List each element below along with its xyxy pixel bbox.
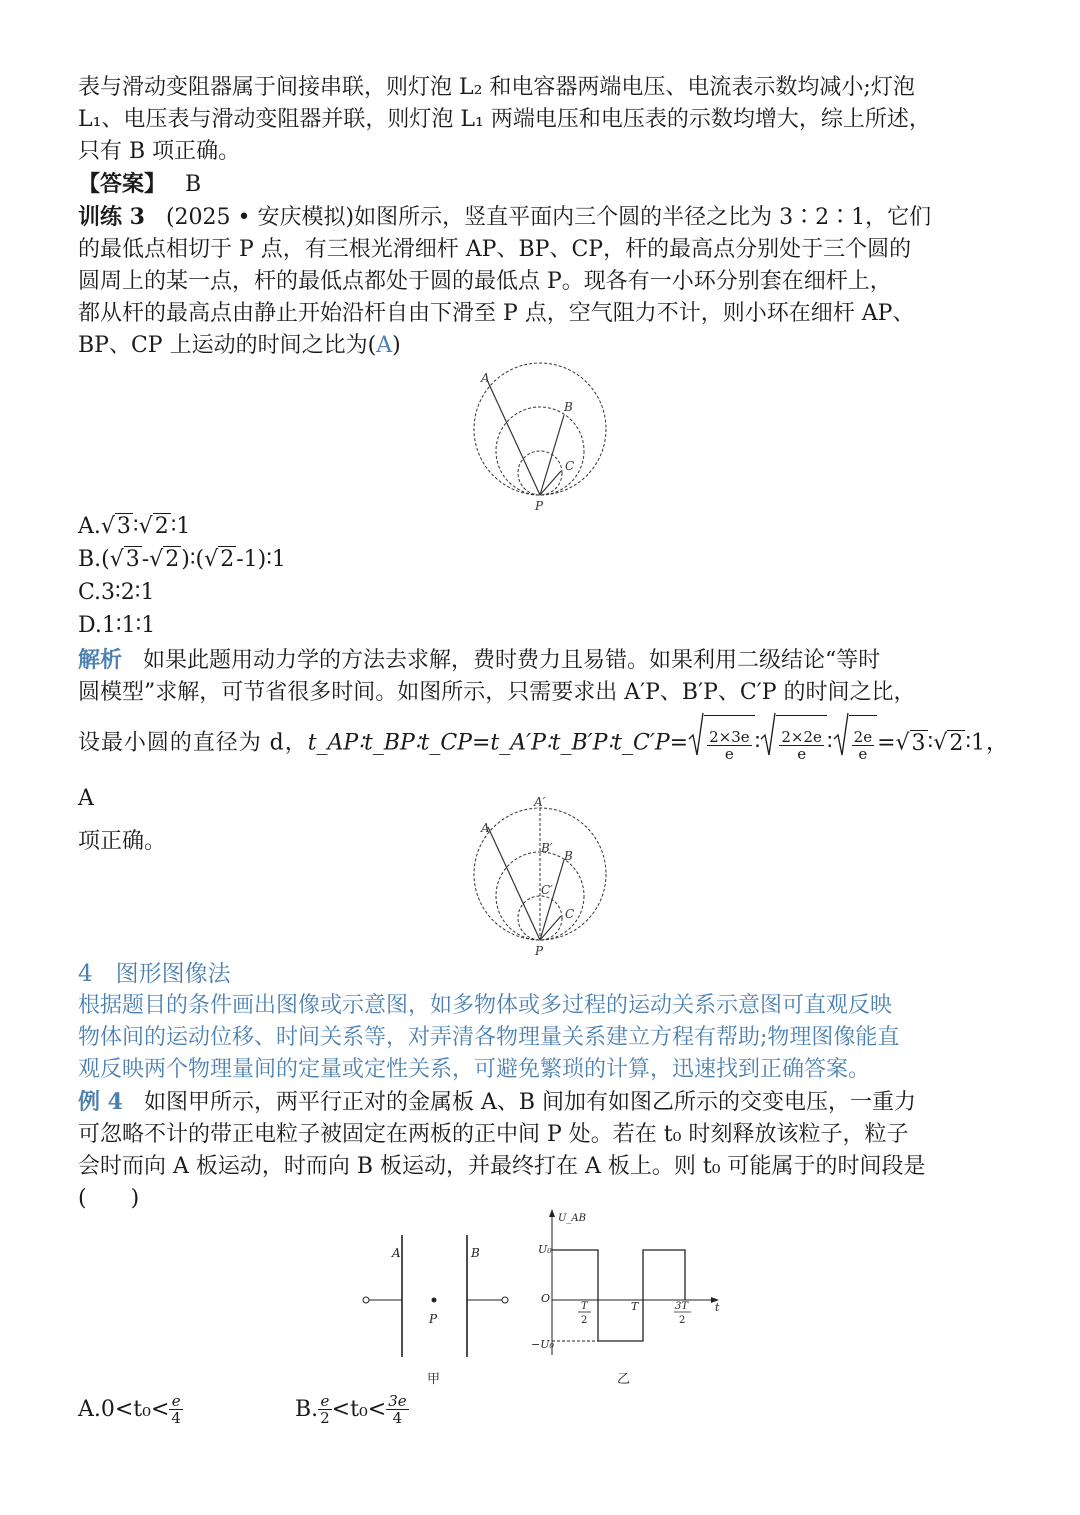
answer-value: B [185, 172, 202, 197]
caption-right: 乙 [617, 1372, 631, 1387]
tick-3half-t-den: 2 [679, 1315, 686, 1326]
caption-left: 甲 [427, 1372, 441, 1387]
example4-line4: ( ) [78, 1186, 140, 1211]
options2 [78, 1393, 409, 1426]
options1 [78, 510, 286, 642]
para1-line2: L₁、电压表与滑动变阻器并联，则灯泡 L₁ 两端电压和电压表的示数均增大，综上所述， [78, 107, 931, 132]
fig2-label-b: B [564, 849, 573, 863]
tick-t: T [631, 1300, 639, 1313]
fig1-label-a: A [481, 371, 490, 385]
option2-b: B. $\frac{e}{2}$ <t₀< $\frac{3e}{4}$ [294, 1392, 407, 1427]
plate-a-label: A [392, 1246, 401, 1260]
plate-b-label: B [471, 1246, 480, 1260]
tick-3half-t-num: 3T [675, 1301, 689, 1312]
section4 [78, 958, 1008, 1215]
section4-title: 4 图形图像法 [78, 961, 231, 987]
option2-a: A.0<t₀< $\frac{e}{4}$ [78, 1392, 181, 1427]
fig1-label-p: P [535, 499, 544, 513]
origin-label: O [541, 1292, 551, 1305]
analysis-line3: 设最小圆的直径为 d，t_AP∶t_BP∶t_CP=t_A′P∶t_B′P∶t_C′P= $\frac{2\times 3e}{e}$ ∶ $\frac{2\times 2e}{e}$ ∶ $\frac{2e}{e}$ =√3∶√2∶1，A [78, 715, 1008, 826]
train3-line4: 都从杆的最高点由静止开始沿杆自由下滑至 P 点，空气阻力不计，则小环在细杆 AP、 [78, 301, 915, 326]
time-ratio: t_AP∶t_BP∶t_CP=t_A′P∶t_B′P∶t_C′P= [307, 730, 689, 756]
option1-a: A.√3∶√2∶1 [78, 514, 191, 539]
y-axis-label: U_AB [558, 1213, 586, 1224]
train3-line5: BP、CP 上运动的时间之比为(A) [78, 333, 401, 358]
analysis-line2: 圆模型”求解，可节省很多时间。如图所示，只需要求出 A′P、B′P、C′P 的时间之比， [78, 680, 916, 705]
train3-line2: 的最低点相切于 P 点，有三根光滑细杆 AP、BP、CP，杆的最高点分别处于三个圆的 [78, 237, 912, 262]
section4-line2: 物体间的运动位移、时间关系等，对弄清各物理量关系建立方程有帮助;物理图像能直 [78, 1025, 900, 1050]
example4-label: 例 4 [78, 1089, 123, 1115]
train3-line3: 圆周上的某一点，杆的最低点都处于圆的最低点 P。现各有一小环分别套在细杆上， [78, 269, 892, 294]
option1-d: D.1∶1∶1 [78, 613, 156, 638]
fig2-label-b-prime: B′ [541, 841, 553, 855]
example4-line2: 可忽略不计的带正电粒子被固定在两板的正中间 P 处。若在 t₀ 时刻释放该粒子，粒子 [78, 1122, 909, 1147]
fig1-label-c: C [565, 459, 575, 473]
section4-line3: 观反映两个物理量间的定量或定性关系，可避免繁琐的计算，迅速找到正确答案。 [78, 1057, 871, 1082]
train3-label: 训练 3 [78, 204, 145, 230]
section4-line1: 根据题目的条件画出图像或示意图，如多物体或多过程的运动关系示意图可直观反映 [78, 993, 893, 1018]
tick-half-t-den: 2 [581, 1315, 588, 1326]
analysis-label: 解析 [78, 647, 123, 673]
option1-c: C.3∶2∶1 [78, 580, 155, 605]
fig1-label-b: B [564, 400, 573, 414]
u0-label: U₀ [538, 1243, 552, 1256]
analysis-line4: 项正确。 [78, 829, 167, 854]
analysis-line1: 解析 如果此题用动力学的方法去求解，费时费力且易错。如果利用二级结论“等时 [78, 647, 881, 673]
example4-line1: 例 4 如图甲所示，两平行正对的金属板 A、B 间加有如图乙所示的交变电压，一重力 [78, 1089, 917, 1115]
point-p-label: P [429, 1312, 438, 1326]
neg-u0-label: −U₀ [531, 1338, 554, 1351]
fig2-label-a-prime: A′ [534, 795, 546, 809]
para1-line3: 只有 B 项正确。 [78, 139, 241, 164]
tick-half-t-num: T [581, 1301, 588, 1312]
fig2-label-a: A [481, 821, 490, 835]
train3-line1: 训练 3 (2025 • 安庆模拟)如图所示，竖直平面内三个圆的半径之比为 3∶2∶1，它们 [78, 204, 932, 230]
example4-line3: 会时而向 A 板运动，时而向 B 板运动，并最终打在 A 板上。则 t₀ 可能属于的时间段是 [78, 1154, 926, 1179]
answer-line [78, 168, 1008, 201]
fig2-label-c: C [565, 907, 575, 921]
page-content [78, 72, 1008, 362]
t-axis-label: t [715, 1301, 720, 1314]
fig2-label-p: P [535, 944, 544, 958]
option1-b: B.(√3-√2)∶(√2-1)∶1 [78, 547, 286, 572]
fig2-label-c-prime: C′ [541, 883, 553, 897]
figure-plates-and-wave [355, 1205, 735, 1395]
para1-line1: 表与滑动变阻器属于间接串联，则灯泡 L₂ 和电容器两端电压、电流表示数均减小;灯泡 [78, 75, 915, 100]
answer-label: 【答案】 [78, 171, 167, 197]
figure-three-circles [460, 360, 630, 515]
figure-equal-time-circles [460, 790, 630, 960]
train3-answer: A [376, 333, 393, 358]
